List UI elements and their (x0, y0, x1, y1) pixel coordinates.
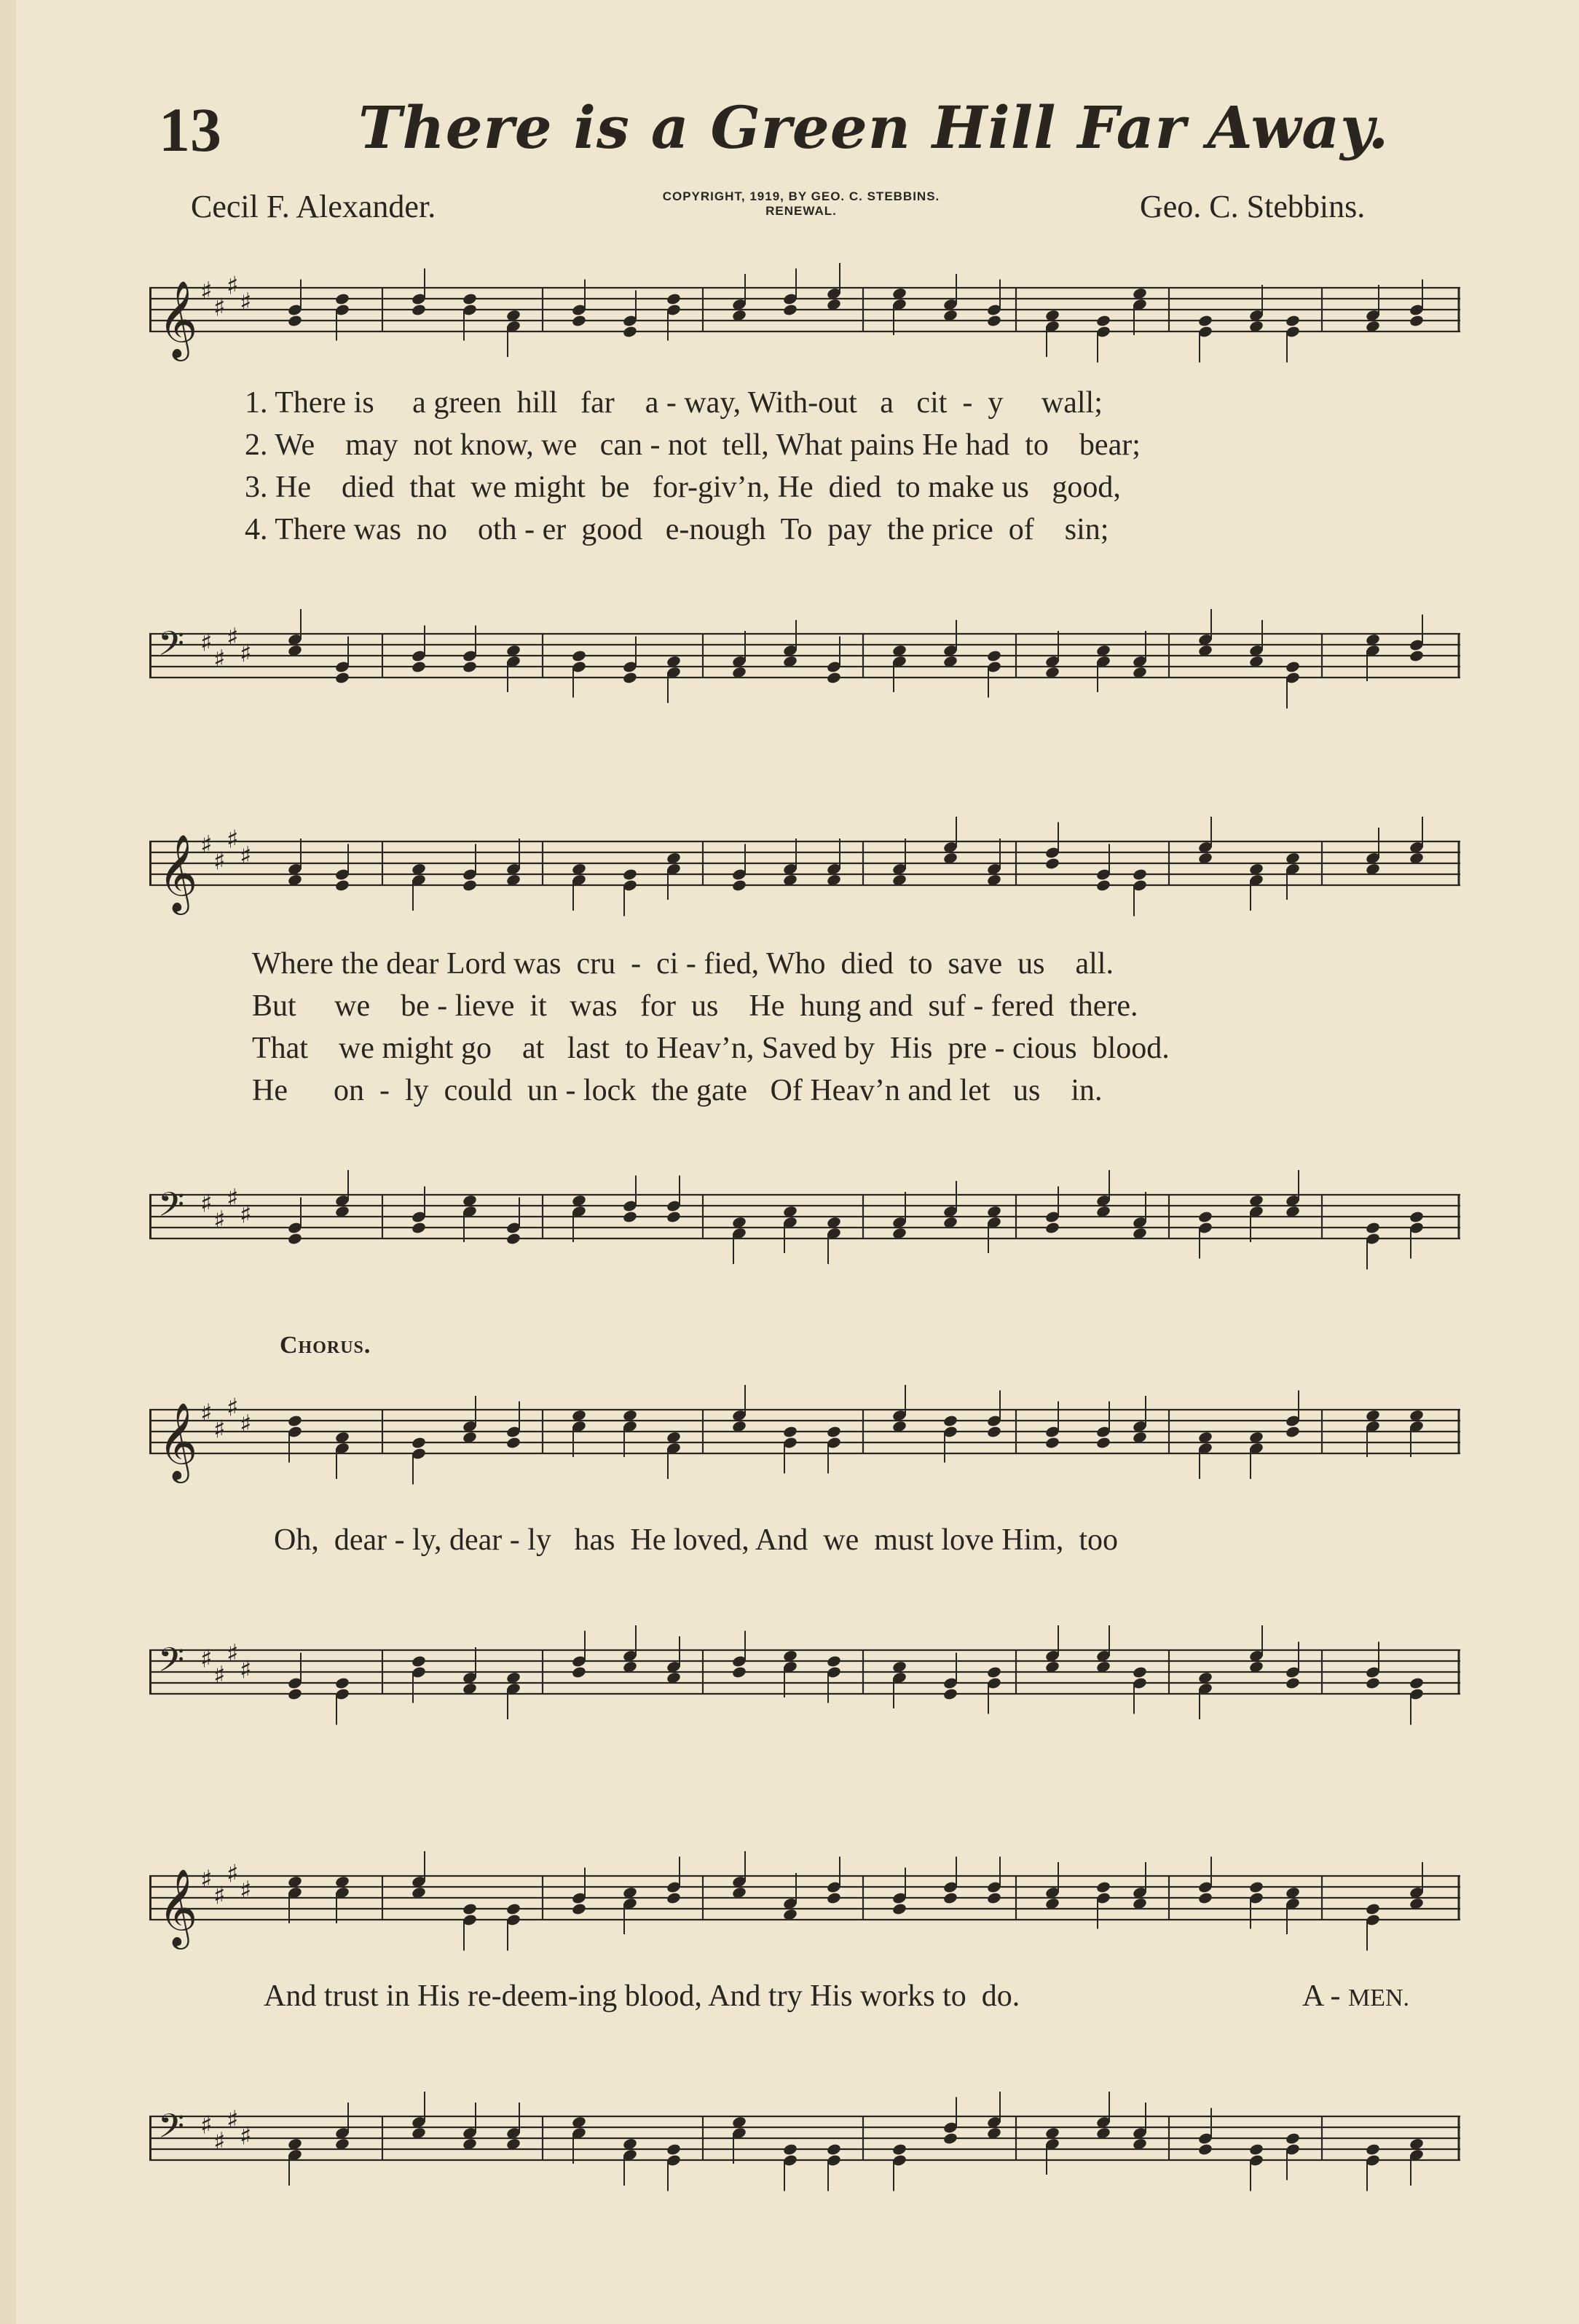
amen-a: A - (1302, 1979, 1348, 2013)
svg-text:♯: ♯ (227, 825, 239, 855)
bass-staff-system-2 (149, 1166, 1468, 1289)
svg-text:𝄞: 𝄞 (158, 1868, 198, 1946)
svg-text:♯: ♯ (227, 623, 239, 652)
svg-text:♯: ♯ (213, 1206, 226, 1235)
svg-text:♯: ♯ (213, 1415, 226, 1445)
svg-text:𝄢: 𝄢 (158, 2107, 185, 2154)
treble-staff-system-1 (149, 259, 1468, 382)
svg-text:♯: ♯ (200, 1644, 213, 1674)
chorus-line-2: And trust in His re-deem-ing blood, And try His works to do. (264, 1979, 1020, 2013)
svg-text:♯: ♯ (240, 841, 252, 871)
copyright-line-2: RENEWAL. (765, 204, 837, 218)
bass-staff-final (149, 2087, 1468, 2211)
copyright-notice (572, 189, 1031, 219)
verse-4-line-2: He on - ly could un - lock the gate Of Heav’n and let us in. (252, 1074, 1103, 1107)
staff-drawing (149, 2087, 1468, 2211)
amen-b: MEN. (1348, 1985, 1410, 2011)
svg-text:𝄞: 𝄞 (158, 1402, 198, 1480)
composer: Geo. C. Stebbins. (1140, 189, 1366, 224)
svg-text:♯: ♯ (200, 831, 213, 860)
svg-text:♯: ♯ (200, 1399, 213, 1428)
bass-staff-chorus (149, 1621, 1468, 1745)
svg-text:♯: ♯ (240, 1876, 252, 1905)
svg-text:♯: ♯ (200, 1865, 213, 1894)
verse-1-line-2: Where the dear Lord was cru - ci - fied, Who died to save us all. (252, 947, 1114, 981)
svg-text:♯: ♯ (200, 277, 213, 306)
copyright-line-1: COPYRIGHT, 1919, BY GEO. C. STEBBINS. (662, 189, 940, 203)
svg-text:♯: ♯ (240, 2121, 252, 2151)
svg-text:♯: ♯ (200, 628, 213, 658)
treble-staff-chorus (149, 1381, 1468, 1504)
svg-text:♯: ♯ (240, 288, 252, 317)
svg-text:𝄞: 𝄞 (158, 280, 198, 358)
svg-text:♯: ♯ (213, 847, 226, 876)
svg-text:♯: ♯ (227, 2105, 239, 2135)
svg-text:♯: ♯ (227, 1184, 239, 1213)
staff-drawing (149, 812, 1468, 936)
verse-2-line-2: But we be - lieve it was for us He hung and suf - fered there. (252, 989, 1138, 1023)
staff-drawing (149, 1381, 1468, 1504)
svg-text:♯: ♯ (227, 1859, 239, 1889)
svg-text:𝄞: 𝄞 (158, 833, 198, 911)
svg-text:♯: ♯ (227, 271, 239, 301)
verse-1-line-1: 1. There is a green hill far a - way, With-out a cit - y wall; (245, 386, 1103, 420)
verse-3-line-2: That we might go at last to Heav’n, Saved by His pre - cious blood. (252, 1032, 1170, 1065)
svg-text:♯: ♯ (240, 1410, 252, 1439)
lyricist: Cecil F. Alexander. (191, 189, 436, 224)
svg-text:𝄢: 𝄢 (158, 1641, 185, 1688)
svg-text:♯: ♯ (200, 2111, 213, 2140)
svg-text:𝄢: 𝄢 (158, 1185, 185, 1233)
bass-staff-system-1 (149, 605, 1468, 729)
verse-2-line-1: 2. We may not know, we can - not tell, What pains He had to bear; (245, 428, 1141, 462)
hymn-number: 13 (159, 95, 221, 165)
treble-staff-final (149, 1847, 1468, 1971)
staff-drawing (149, 1621, 1468, 1745)
svg-text:♯: ♯ (240, 639, 252, 669)
svg-text:♯: ♯ (200, 1189, 213, 1219)
verse-4-line-1: 4. There was no oth - er good e-nough To pay the price of sin; (245, 513, 1109, 546)
treble-staff-system-2 (149, 812, 1468, 936)
svg-text:♯: ♯ (213, 293, 226, 323)
svg-text:♯: ♯ (240, 1200, 252, 1230)
verse-3-line-1: 3. He died that we might be for-giv’n, He died to make us good, (245, 471, 1121, 504)
svg-text:♯: ♯ (213, 1661, 226, 1690)
svg-text:♯: ♯ (227, 1393, 239, 1423)
staff-drawing (149, 1847, 1468, 1971)
svg-text:𝄢: 𝄢 (158, 624, 185, 672)
svg-text:♯: ♯ (240, 1655, 252, 1685)
svg-text:♯: ♯ (213, 645, 226, 674)
staff-drawing (149, 1166, 1468, 1289)
staff-drawing (149, 605, 1468, 729)
chorus-line-1: Oh, dear - ly, dear - ly has He loved, And we must love Him, too (274, 1523, 1119, 1557)
page-gutter (0, 0, 16, 2324)
svg-text:♯: ♯ (213, 1881, 226, 1911)
svg-text:♯: ♯ (213, 2127, 226, 2156)
amen-text (1302, 1979, 1409, 2014)
staff-drawing (149, 259, 1468, 382)
hymn-title: There is a Green Hill Far Away. (358, 93, 1390, 162)
svg-text:♯: ♯ (227, 1639, 239, 1668)
chorus-label: Chorus. (280, 1332, 371, 1359)
